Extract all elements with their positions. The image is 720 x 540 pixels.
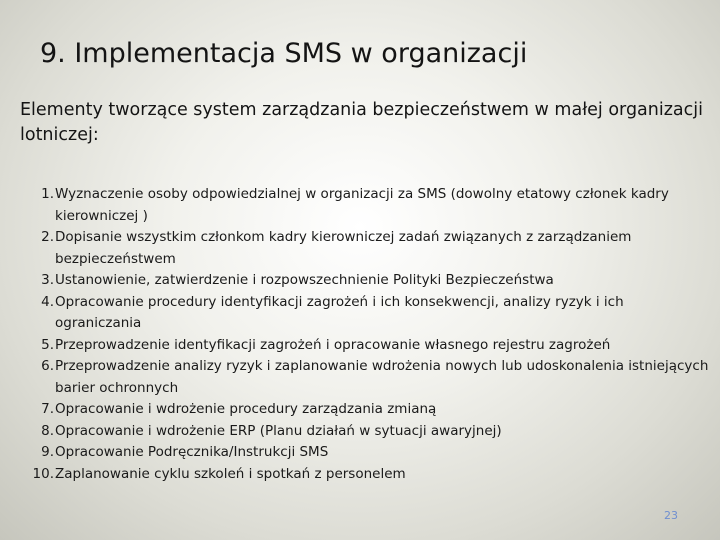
list-item-number: 5. <box>41 336 54 353</box>
list-item-text: Opracowanie procedury identyfikacji zagrożeń i ich konsekwencji, analizy ryzyk i ich ograniczania <box>55 293 624 331</box>
list-item-number: 8. <box>41 422 54 439</box>
list-item <box>20 335 710 357</box>
list-item-text: Opracowanie i wdrożenie ERP (Planu działań w sytuacji awaryjnej) <box>55 422 502 439</box>
list-item-text: Wyznaczenie osoby odpowiedzialnej w organizacji za SMS (dowolny etatowy członek kadry kierowniczej ) <box>55 186 669 224</box>
list-item <box>20 442 710 464</box>
list-item-text: Zaplanowanie cyklu szkoleń i spotkań z personelem <box>55 465 406 482</box>
sms-elements-list <box>20 184 710 485</box>
list-item <box>20 184 710 227</box>
list-item-text: Ustanowienie, zatwierdzenie i rozpowszechnienie Polityki Bezpieczeństwa <box>55 272 554 288</box>
list-item-text: Opracowanie Podręcznika/Instrukcji SMS <box>55 444 329 460</box>
list-item <box>20 227 710 270</box>
list-item <box>20 421 710 443</box>
list-item-number: 6. <box>41 358 54 374</box>
list-item <box>20 292 710 335</box>
list-item-number: 10. <box>32 465 54 482</box>
list-item-text: Przeprowadzenie identyfikacji zagrożeń i opracowanie własnego rejestru zagrożeń <box>55 336 611 353</box>
list-item-number: 9. <box>41 444 54 460</box>
list-item <box>20 464 710 486</box>
list-item-text: Opracowanie i wdrożenie procedury zarządzania zmianą <box>55 401 437 417</box>
list-item-number: 3. <box>41 272 54 288</box>
page-number: 23 <box>664 509 678 522</box>
slide-subtitle: Elementy tworzące system zarządzania bezpieczeństwem w małej organizacji lotniczej: <box>20 100 703 145</box>
list-item-number: 2. <box>41 229 54 245</box>
list-item-number: 4. <box>41 293 54 310</box>
list-item <box>20 399 710 421</box>
list-item <box>20 356 710 399</box>
slide-title: 9. Implementacja SMS w organizacji <box>40 38 528 69</box>
list-item-number: 7. <box>41 401 54 417</box>
list-item-text: Przeprowadzenie analizy ryzyk i zaplanowanie wdrożenia nowych lub udoskonalenia istniejących barier ochronnych <box>55 358 709 396</box>
list-item-number: 1. <box>41 186 54 202</box>
list-item-text: Dopisanie wszystkim członkom kadry kierowniczej zadań związanych z zarządzaniem bezpieczeństwem <box>55 229 632 267</box>
list-item <box>20 270 710 292</box>
